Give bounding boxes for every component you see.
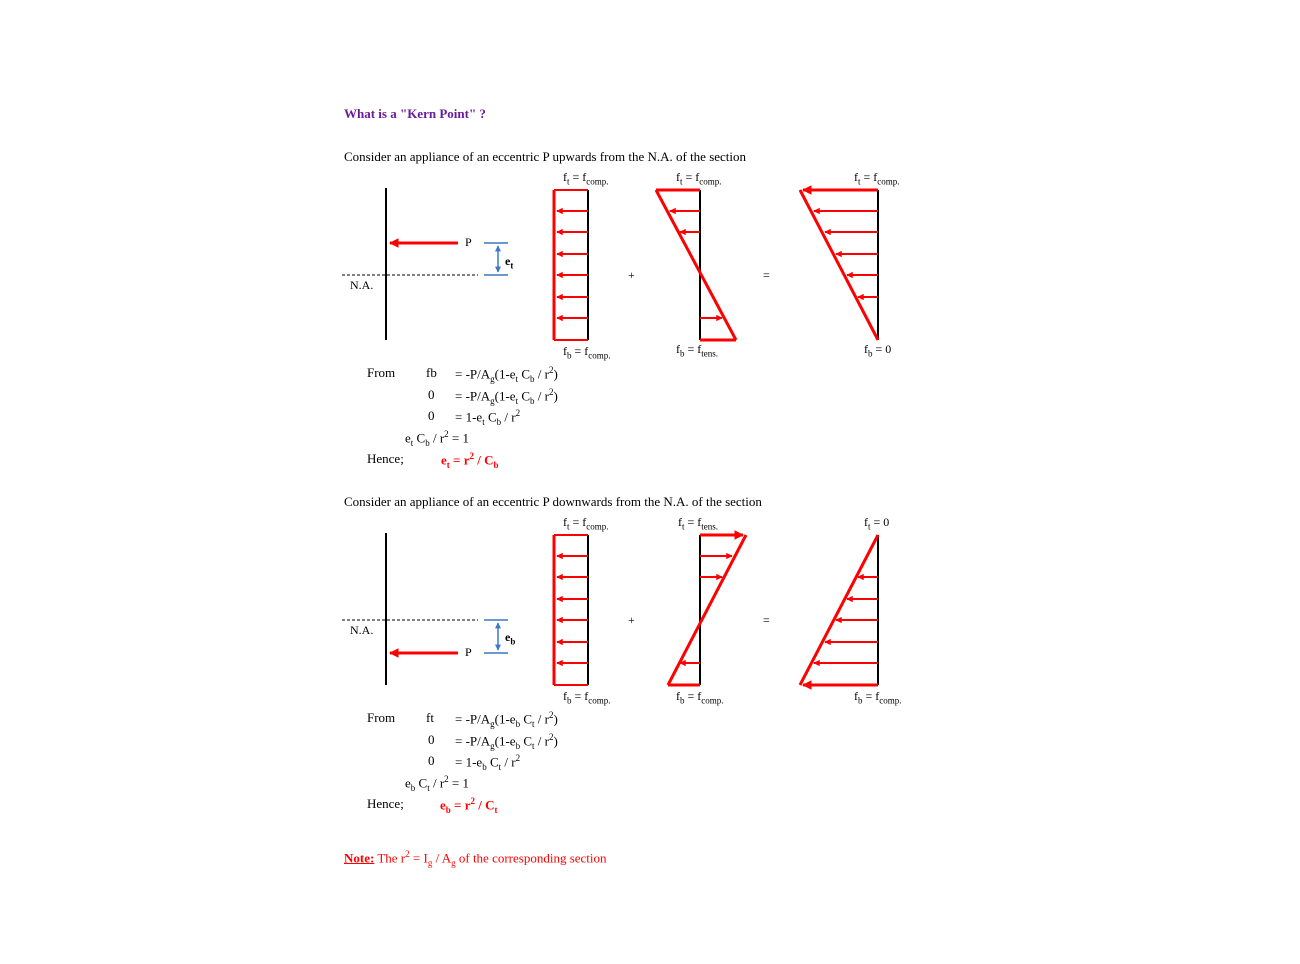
case1-diagram-bending xyxy=(656,190,736,340)
case1-diagram-uniform xyxy=(554,190,588,340)
case1-d3-top-label: $f_t = f_{comp.}$ xyxy=(854,170,900,187)
case1-hence-label: Hence; xyxy=(367,451,404,466)
case1-d3-bottom-label: $f_b = 0$ xyxy=(864,342,892,359)
case1-plus-sign: + xyxy=(628,268,635,282)
case2-section xyxy=(342,533,508,685)
case2-lhs2: 0 xyxy=(428,732,435,747)
case1-equation-row4: $e_t$ $C_b / r^2 = 1$ xyxy=(405,429,470,448)
case1-equals-sign: = xyxy=(763,268,770,282)
case2-result: $e_b = r^2 / C_t$ xyxy=(440,796,498,815)
case2-d3-top-label: $f_t = 0$ xyxy=(864,515,890,532)
case2-lhs1: ft xyxy=(426,710,434,725)
case2-diagram-uniform xyxy=(554,535,588,685)
case1-diagram-result xyxy=(800,190,878,340)
case1-d2-top-label: $f_t = f_{comp.}$ xyxy=(676,170,722,187)
case2-d2-top-label: $f_t = f_{tens.}$ xyxy=(678,515,719,532)
case2-equation-row4: $e_b$ $C_t / r^2 = 1$ xyxy=(405,774,470,793)
case2-equals-sign: = xyxy=(763,613,770,627)
note-label: Note: xyxy=(344,850,375,866)
case2-intro: Consider an appliance of an eccentric P downwards from the N.A. of the section xyxy=(344,494,762,509)
case1-lhs3: 0 xyxy=(428,408,435,423)
case2-from-label: From xyxy=(367,710,396,725)
case1-from-label: From xyxy=(367,365,396,380)
case1-d1-bottom-label: $f_b = f_{comp.}$ xyxy=(563,344,611,361)
case2-d3-bottom-label: $f_b = f_{comp.}$ xyxy=(854,689,902,706)
case2-d1-top-label: $f_t = f_{comp.}$ xyxy=(563,515,609,532)
case1-intro: Consider an appliance of an eccentric P upwards from the N.A. of the section xyxy=(344,149,747,164)
case2-plus-sign: + xyxy=(628,613,635,627)
case1-section xyxy=(342,188,508,340)
case2-equation-row2: = $-P/A_g(1-e_b$ $C_t / r^2$) xyxy=(455,732,558,751)
case2-d2-bottom-label: $f_b = f_{comp.}$ xyxy=(676,689,724,706)
case1-ecc-label: $e_t$ xyxy=(505,254,514,271)
case1-equation-row1: = $-P/A_g(1-e_t$ $C_b / r^2$) xyxy=(455,365,558,384)
case2-lhs3: 0 xyxy=(428,753,435,768)
case2-equation-row3: = $1-e_b$ $C_t / r^2$ xyxy=(455,753,521,772)
case1-load-label: P xyxy=(465,235,472,249)
case1-d2-bottom-label: $f_b = f_{tens.}$ xyxy=(676,342,719,359)
case1-equation-row3: = $1-e_t$ $C_b / r^2$ xyxy=(455,408,521,427)
case1-lhs1: fb xyxy=(426,365,437,380)
case2-d1-bottom-label: $f_b = f_{comp.}$ xyxy=(563,689,611,706)
case2-equation-row1: = $-P/A_g(1-e_b$ $C_t / r^2$) xyxy=(455,710,558,729)
case2-diagram-result xyxy=(800,535,878,685)
case1-lhs2: 0 xyxy=(428,387,435,402)
note: Note: The $r^2 = I_g / A_g$ of the corresponding section xyxy=(344,849,607,868)
case1-equation-row2: = $-P/A_g(1-e_t$ $C_b / r^2$) xyxy=(455,387,558,406)
case1-na-label: N.A. xyxy=(350,278,374,292)
page-title: What is a "Kern Point" ? xyxy=(344,106,486,121)
case1-d1-top-label: $f_t = f_{comp.}$ xyxy=(563,170,609,187)
case2-hence-label: Hence; xyxy=(367,796,404,811)
case2-ecc-label: $e_b$ xyxy=(505,630,516,647)
case2-load-label: P xyxy=(465,645,472,659)
case2-na-label: N.A. xyxy=(350,623,374,637)
case2-diagram-bending xyxy=(668,535,746,685)
case1-result: $e_t = r^2 / C_b$ xyxy=(441,451,499,470)
